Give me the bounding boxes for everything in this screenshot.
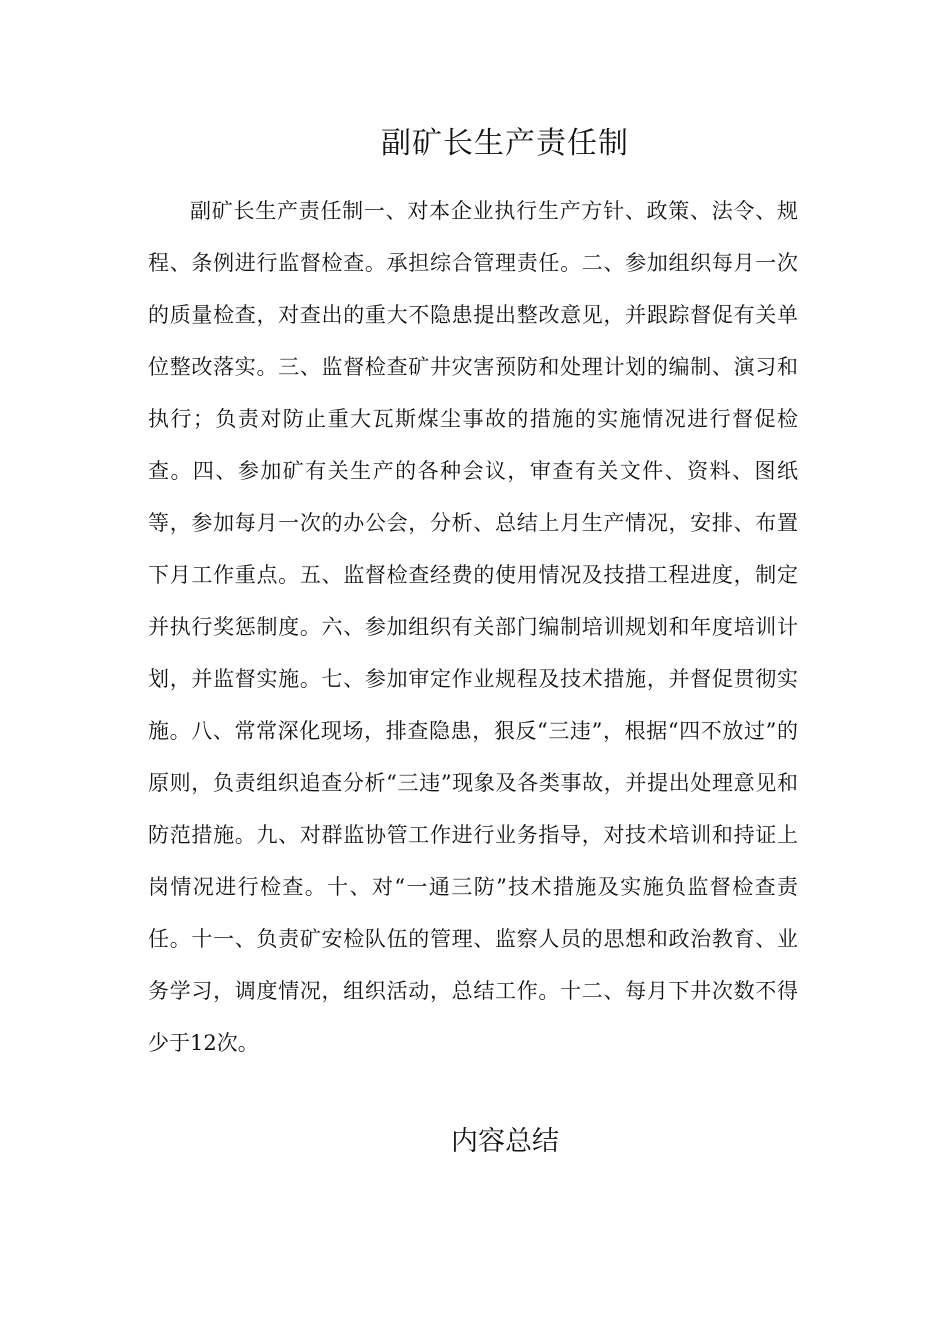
summary-heading: 内容总结 [451,1126,559,1157]
document-title: 副矿长生产责任制 [381,126,629,161]
document-body-paragraph: 副矿长生产责任制一、对本企业执行生产方针、政策、法令、规程、条例进行监督检查。承担综合管理责任。二、参加组织每月一次的质量检查，对查出的重大不隐患提出整改意见，并跟踪督促有关单位整改落实。三、监督检查矿井灾害预防和处理计划的编制、演习和执行；负责对防止重大瓦斯煤尘事故的措施的实施情况进行督促检查。四、参加矿有关生产的各种会议，审查有关文件、资料、图纸等，参加每月一次的办公会，分析、总结上月生产情况，安排、布置下月工作重点。五、监督检查经费的使用情况及技措工程进度，制定并执行奖惩制度。六、参加组织有关部门编制培训规划和年度培训计划，并监督实施。七、参加审定作业规程及技术措施，并督促贯彻实施。八、常常深化现场，排查隐患，狠反“三违”，根据“四不放过”的原则，负责组织追查分析“三违”现象及各类事故，并提出处理意见和防范措施。九、对群监协管工作进行业务指导，对技术培训和持证上岗情况进行检查。十、对“一通三防”技术措施及实施负监督检查责任。十一、负责矿安检队伍的管理、监察人员的思想和政治教育、业务学习，调度情况，组织活动，总结工作。十二、每月下井次数不得少于12次。 [148,199,798,1055]
